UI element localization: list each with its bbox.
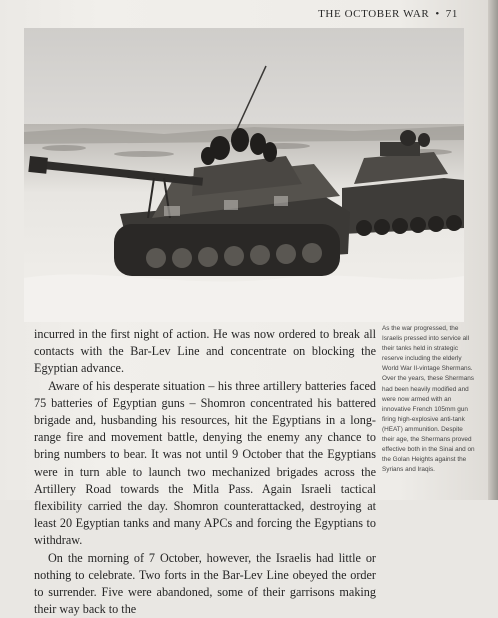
body-paragraph: Aware of his desperate situation – his three artillery batteries faced 75 batteries of Egyptian guns – Shomron concentrated his battered brigade and, husbanding his resources, hit the Egyptians in a long-range fire and movement battle, denying the enemy any chance to bring numbers to bear. It was not until 9 October that the Egyptians were in turn able to launch two mechanized brigades across the Artillery Road towards the Mitla Pass. Again Israeli tactical flexibility carried the day. Shomron counterattacked, destroying at least 20 Egyptian tanks and many APCs and forcing the Egyptians to withdraw. bbox=[34, 378, 376, 548]
book-spine-shadow bbox=[488, 0, 498, 500]
body-text bbox=[34, 326, 376, 618]
body-paragraph: On the morning of 7 October, however, the Israelis had little or nothing to celebrate. Two forts in the Bar-Lev Line obeyed the order to surrender. Five were abandoned, some of their garrisons making their way back to the bbox=[34, 550, 376, 617]
photo-caption: As the war progressed, the Israelis pressed into service all their tanks held in strategic reserve including the elderly World War II-vintage Shermans. Over the years, these Shermans had been heavily modified and were now armed with an innovative French 105mm gun firing high-explosive anti-tank (HEAT) ammunition. Despite their age, the Shermans proved effective both in the Sinai and on the Golan Heights against the Syrians and Iraqis. bbox=[382, 325, 475, 474]
tank-photograph bbox=[24, 28, 464, 322]
header-separator: • bbox=[435, 8, 440, 20]
photo-illustration bbox=[24, 28, 464, 322]
chapter-title: THE OCTOBER WAR bbox=[318, 8, 430, 20]
page-number: 71 bbox=[445, 8, 458, 20]
running-head bbox=[318, 8, 458, 20]
body-paragraph: incurred in the first night of action. He was now ordered to break all contacts with the Bar-Lev Line and concentrate on blocking the Egyptian advance. bbox=[34, 327, 376, 376]
